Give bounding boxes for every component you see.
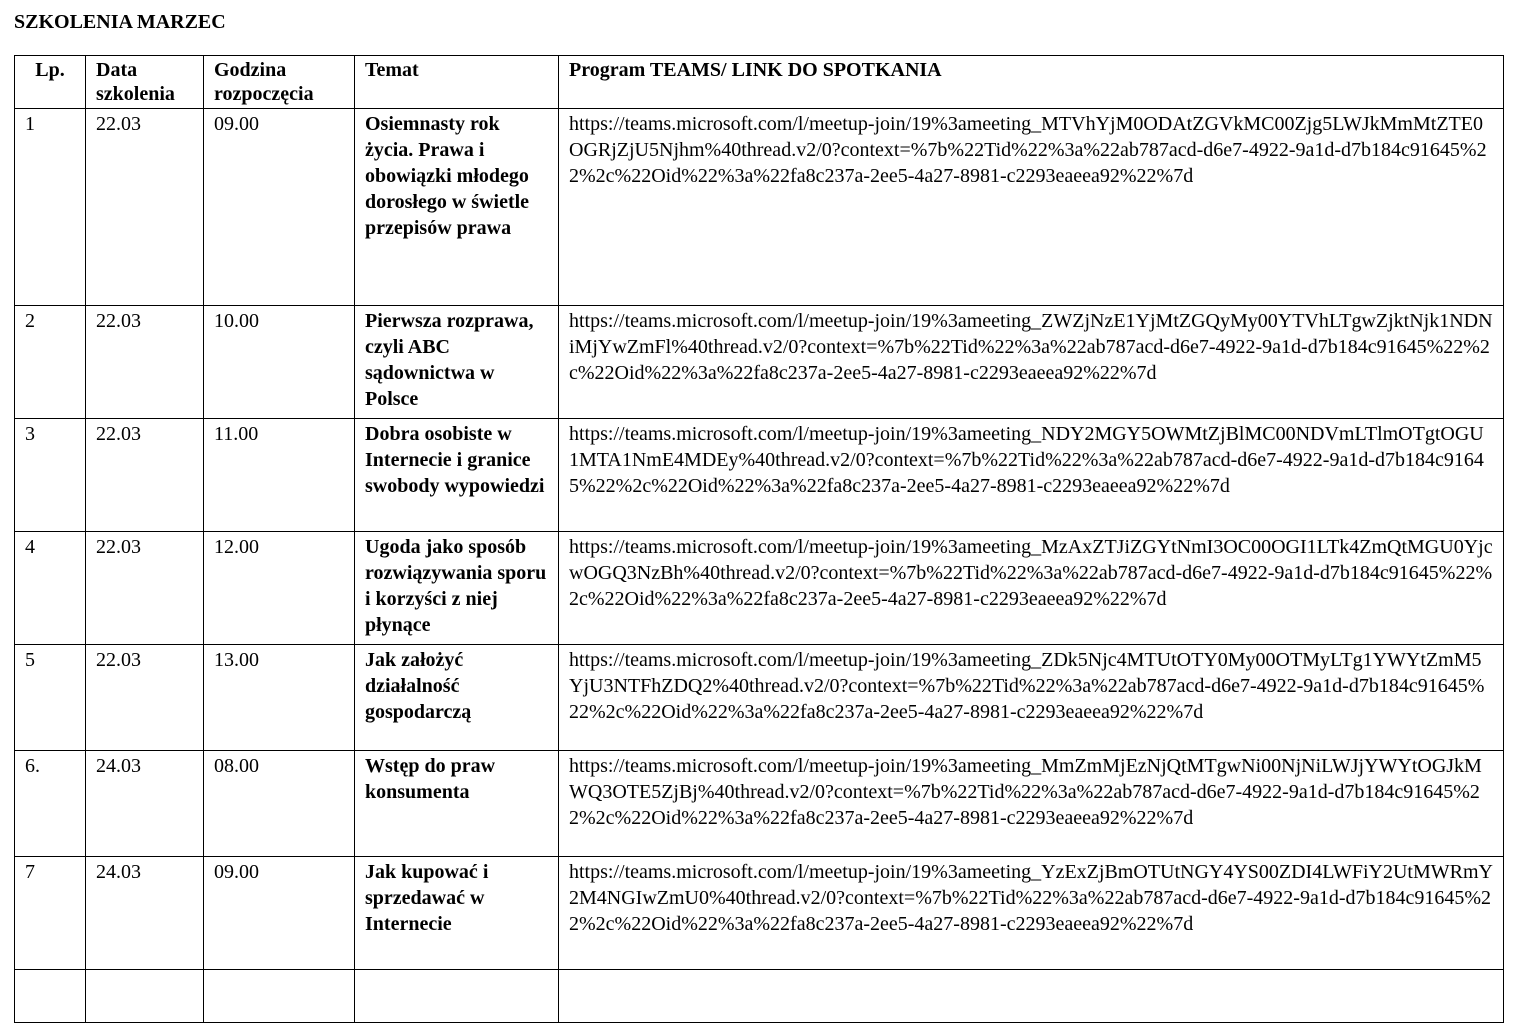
cell-time: 10.00 [204,306,355,419]
cell-time: 09.00 [204,857,355,970]
cell-meeting-link[interactable]: https://teams.microsoft.com/l/meetup-join/19%3ameeting_ZDk5Njc4MTUtOTY0My00OTMyLTg1YWYtZmM5YjU3NTFhZDQ2%40thread.v2/0?context=%7b%22Tid%22%3a%22ab787acd-d6e7-4922-9a1d-d7b184c91645%22%2c%22Oid%22%3a%22fa8c237a-2ee5-4a27-8981-c2293eaeea92%22%7d [559,645,1504,751]
cell-date: 22.03 [86,419,204,532]
header-date: Data szkolenia [86,56,204,109]
cell-empty [559,970,1504,1023]
table-row-empty [15,970,1504,1023]
cell-lp: 4 [15,532,86,645]
header-link: Program TEAMS/ LINK DO SPOTKANIA [559,56,1504,109]
table-header-row [15,56,1504,109]
document-title: SZKOLENIA MARZEC [14,11,226,33]
cell-topic: Ugoda jako sposób rozwiązywania sporu i korzyści z niej płynące [355,532,559,645]
cell-lp: 3 [15,419,86,532]
cell-empty [355,970,559,1023]
cell-meeting-link[interactable]: https://teams.microsoft.com/l/meetup-join/19%3ameeting_NDY2MGY5OWMtZjBlMC00NDVmLTlmOTgtOGU1MTA1NmE4MDEy%40thread.v2/0?context=%7b%22Tid%22%3a%22ab787acd-d6e7-4922-9a1d-d7b184c91645%22%2c%22Oid%22%3a%22fa8c237a-2ee5-4a27-8981-c2293eaeea92%22%7d [559,419,1504,532]
cell-date: 24.03 [86,857,204,970]
table-row [15,306,1504,419]
cell-time: 11.00 [204,419,355,532]
cell-lp: 2 [15,306,86,419]
cell-lp: 5 [15,645,86,751]
header-topic: Temat [355,56,559,109]
table-row [15,109,1504,306]
cell-time: 08.00 [204,751,355,857]
cell-empty [204,970,355,1023]
cell-topic: Jak założyć działalność gospodarczą [355,645,559,751]
cell-empty [86,970,204,1023]
cell-time: 12.00 [204,532,355,645]
table-row [15,419,1504,532]
cell-meeting-link[interactable]: https://teams.microsoft.com/l/meetup-join/19%3ameeting_MmZmMjEzNjQtMTgwNi00NjNiLWJjYWYtOGJkMWQ3OTE5ZjBj%40thread.v2/0?context=%7b%22Tid%22%3a%22ab787acd-d6e7-4922-9a1d-d7b184c91645%22%2c%22Oid%22%3a%22fa8c237a-2ee5-4a27-8981-c2293eaeea92%22%7d [559,751,1504,857]
cell-lp: 6. [15,751,86,857]
cell-topic: Dobra osobiste w Internecie i granice swobody wypowiedzi [355,419,559,532]
cell-meeting-link[interactable]: https://teams.microsoft.com/l/meetup-join/19%3ameeting_MzAxZTJiZGYtNmI3OC00OGI1LTk4ZmQtMGU0YjcwOGQ3NzBh%40thread.v2/0?context=%7b%22Tid%22%3a%22ab787acd-d6e7-4922-9a1d-d7b184c91645%22%2c%22Oid%22%3a%22fa8c237a-2ee5-4a27-8981-c2293eaeea92%22%7d [559,532,1504,645]
cell-date: 24.03 [86,751,204,857]
header-time: Godzina rozpoczęcia [204,56,355,109]
training-schedule-table [14,55,1504,1023]
header-lp: Lp. [15,56,86,109]
cell-date: 22.03 [86,645,204,751]
cell-topic: Pierwsza rozprawa, czyli ABC sądownictwa w Polsce [355,306,559,419]
cell-date: 22.03 [86,109,204,306]
cell-meeting-link[interactable]: https://teams.microsoft.com/l/meetup-join/19%3ameeting_YzExZjBmOTUtNGY4YS00ZDI4LWFiY2UtMWRmY2M4NGIwZmU0%40thread.v2/0?context=%7b%22Tid%22%3a%22ab787acd-d6e7-4922-9a1d-d7b184c91645%22%2c%22Oid%22%3a%22fa8c237a-2ee5-4a27-8981-c2293eaeea92%22%7d [559,857,1504,970]
cell-lp: 7 [15,857,86,970]
table-row [15,645,1504,751]
cell-topic: Osiemnasty rok życia. Prawa i obowiązki młodego dorosłego w świetle przepisów prawa [355,109,559,306]
table-row [15,532,1504,645]
cell-topic: Jak kupować i sprzedawać w Internecie [355,857,559,970]
cell-topic: Wstęp do praw konsumenta [355,751,559,857]
table-row [15,857,1504,970]
cell-meeting-link[interactable]: https://teams.microsoft.com/l/meetup-join/19%3ameeting_ZWZjNzE1YjMtZGQyMy00YTVhLTgwZjktNjk1NDNiMjYwZmFl%40thread.v2/0?context=%7b%22Tid%22%3a%22ab787acd-d6e7-4922-9a1d-d7b184c91645%22%2c%22Oid%22%3a%22fa8c237a-2ee5-4a27-8981-c2293eaeea92%22%7d [559,306,1504,419]
cell-empty [15,970,86,1023]
cell-meeting-link[interactable]: https://teams.microsoft.com/l/meetup-join/19%3ameeting_MTVhYjM0ODAtZGVkMC00Zjg5LWJkMmMtZTE0OGRjZjU5Njhm%40thread.v2/0?context=%7b%22Tid%22%3a%22ab787acd-d6e7-4922-9a1d-d7b184c91645%22%2c%22Oid%22%3a%22fa8c237a-2ee5-4a27-8981-c2293eaeea92%22%7d [559,109,1504,306]
cell-date: 22.03 [86,306,204,419]
cell-lp: 1 [15,109,86,306]
cell-date: 22.03 [86,532,204,645]
cell-time: 13.00 [204,645,355,751]
table-row [15,751,1504,857]
cell-time: 09.00 [204,109,355,306]
